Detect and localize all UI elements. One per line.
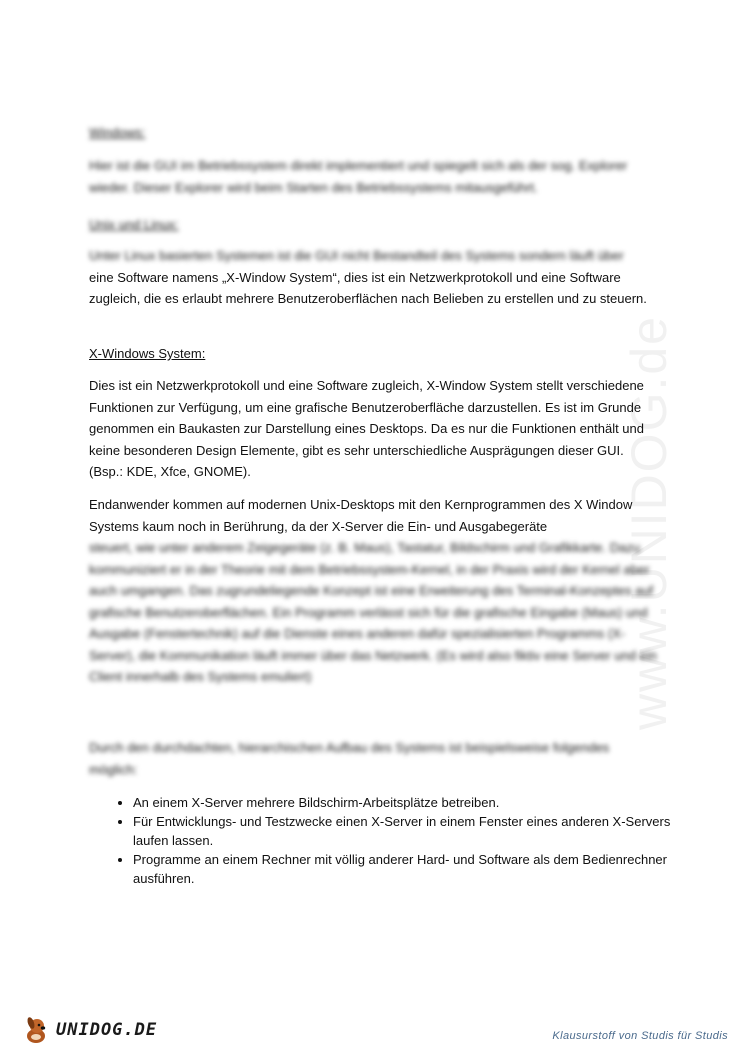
heading-xwindows: X-Windows System:	[89, 346, 206, 361]
section-windows	[89, 122, 659, 144]
paragraph-xwindows-2-blurred: steuert, wie unter anderem Zeigegeräte (z. B. Maus), Tastatur, Bildschirm und Grafikkarte. Dazu kommuniziert er in der Theorie mit dem Betriebssystem-Kernel, in der Praxis wird der Kernel aber auch umgangen. Das zugrundeliegende Konzept ist eine Erweiterung des Terminal-Konzeptes auf grafische Benutzeroberflächen. Ein Programm verlässt sich für die grafische Eingabe (Maus) und Ausgabe (Fenstertechnik) auf die Dienste eines anderen dafür spezialisierten Programms (X-Server), die Kommunikation läuft immer über das Netzwerk. (Es wird also fiktiv eine Server und ein Client innerhalb des Systems emuliert)	[89, 540, 657, 684]
watermark-text: www.UNIDOG.de	[621, 315, 677, 730]
paragraph-xwindows-2	[89, 494, 659, 688]
paragraph-windows: Hier ist die GUI im Betriebssystem direkt implementiert und spiegelt sich als der sog. Explorer wieder. Dieser Explorer wird beim Starten des Betriebssystems mitausgeführt.	[89, 158, 628, 195]
paragraph-unix-blurred-line: Unter Linux basierten Systemen ist die GUI nicht Bestandteil des Systems sondern läuft über	[89, 248, 624, 263]
paragraph-xwindows-2-clear: Endanwender kommen auf modernen Unix-Desktops mit den Kernprogrammen des X Window Systems kaum noch in Berührung, da der X-Server die Ein- und Ausgabegeräte	[89, 497, 633, 534]
heading-unix: Unix und Linux:	[89, 217, 179, 232]
paragraph-unix	[89, 245, 659, 310]
paragraph-xwindows-3: Durch den durchdachten, hierarchischen Aufbau des Systems ist beispielsweise folgendes möglich:	[89, 740, 610, 777]
paragraph-xwindows-1: Dies ist ein Netzwerkprotokoll und eine Software zugleich, X-Window System stellt verschiedene Funktionen zur Verfügung, um eine grafische Benutzeroberfläche darzustellen. Es ist im Grunde genommen ein Baukasten zur Darstellung eines Desktops. Da es nur die Funktionen enthält und keine besonderen Design Elemente, gibt es sehr unterschiedliche Ausprägungen dieser GUI. (Bsp.: KDE, Xfce, GNOME).	[89, 378, 644, 479]
bullet-list	[89, 793, 703, 888]
paragraph-unix-clear: eine Software namens „X-Window System“, dies ist ein Netzwerkprotokoll und eine Software zugleich, die es erlaubt mehrere Benutzeroberflächen nach Belieben zu erstellen und zu steuern.	[89, 269, 647, 306]
list-item: • Programme an einem Rechner mit völlig anderer Hard- und Software als dem Bedienrechner ausführen.	[133, 850, 703, 888]
logo-text: UNIDOG.DE	[56, 1020, 158, 1040]
list-item: • An einem X-Server mehrere Bildschirm-Arbeitsplätze betreiben.	[133, 793, 703, 812]
list-item: • Für Entwicklungs- und Testzwecke einen X-Server in einem Fenster eines anderen X-Servers laufen lassen.	[133, 812, 703, 850]
footer-logo[interactable]	[22, 1012, 157, 1048]
section-xwindows	[89, 343, 659, 365]
footer-slogan: Klausurstoff von Studis für Studis	[552, 1030, 728, 1042]
heading-windows: Windows:	[89, 125, 146, 140]
dog-mascot-icon	[22, 1015, 52, 1045]
section-unix	[89, 214, 659, 236]
